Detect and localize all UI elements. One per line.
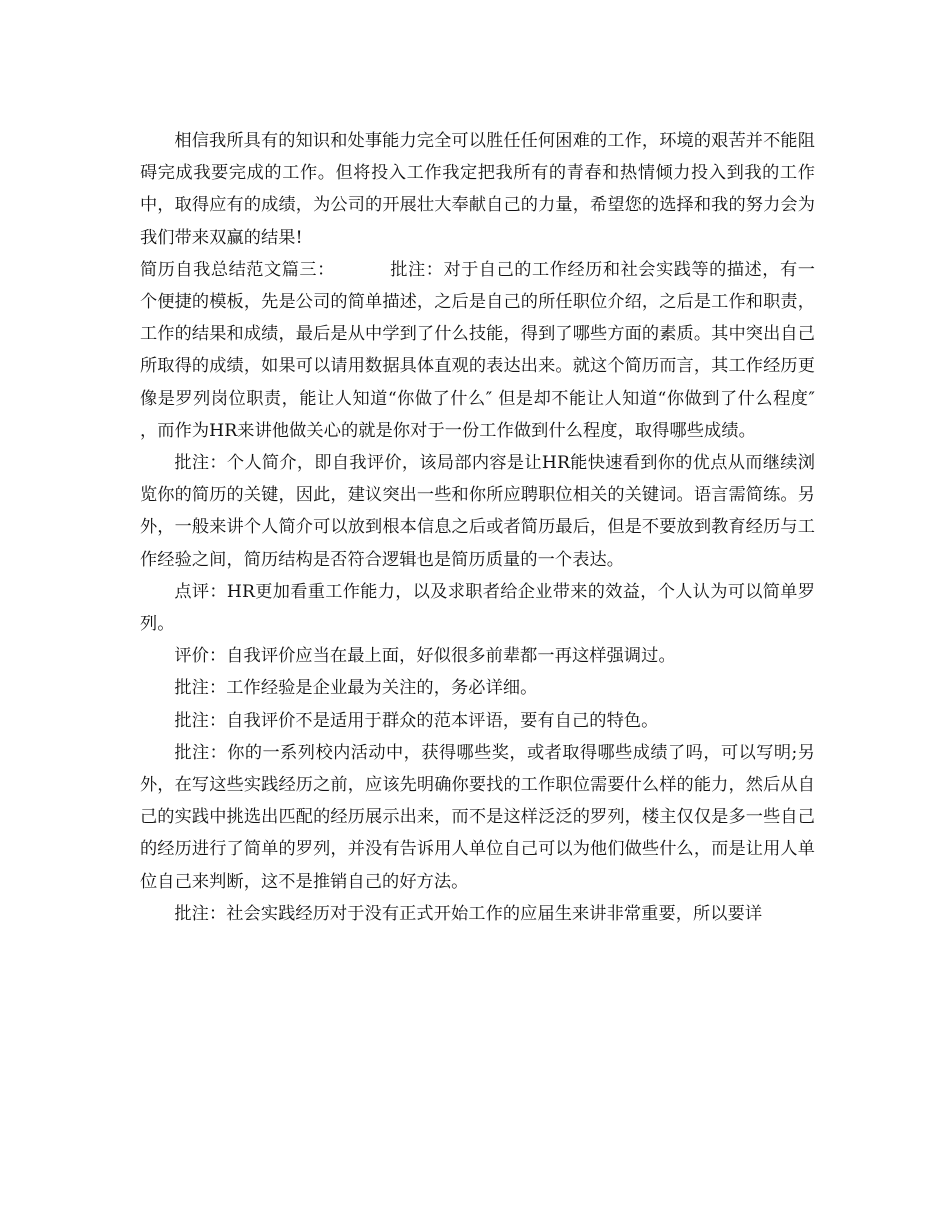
paragraph-2 [140,254,815,447]
paragraph-7: 批注：自我评价不是适用于群众的范本评语，要有自己的特色。 [174,710,659,731]
paragraph-9: 批注：社会实践经历对于没有正式开始工作的应届生来讲非常重要，所以要详 [174,903,763,924]
paragraph-8: 批注：你的一系列校内活动中，获得哪些奖，或者取得哪些成绩了吗，可以写明;另外，在写这些实践经历之前，应该先明确你要找的工作职位需要什么样的能力，然后从自己的实践中挑选出匹配的经历展示出来，而不是这样泛泛的罗列，楼主仅仅是多一些自己的经历进行了简单的罗列，并没有告诉用人单位自己可以为他们做些什么，而是让用人单位自己来判断，这不是推销自己的好方法。 [140,742,815,892]
paragraph-1: 相信我所具有的知识和处事能力完全可以胜任任何困难的工作，环境的艰苦并不能阻碍完成我要完成的工作。但将投入工作我定把我所有的青春和热情倾力投入到我的工作中，取得应有的成绩，为公司的开展壮大奉献自己的力量，希望您的选择和我的努力会为我们带来双赢的结果! [140,131,815,248]
paragraph-5: 评价：自我评价应当在最上面，好似很多前辈都一再这样强调过。 [174,646,676,667]
paragraph-4: 点评：HR更加看重工作能力，以及求职者给企业带来的效益，个人认为可以简单罗列。 [140,581,815,635]
paragraph-3: 批注：个人简介，即自我评价，该局部内容是让HR能快速看到你的优点从而继续浏览你的简历的关键，因此，建议突出一些和你所应聘职位相关的关键词。语言需简练。另外，一般来讲个人简介可以放到根本信息之后或者简历最后，但是不要放到教育经历与工作经验之间，简历结构是否符合逻辑也是简历质量的一个表达。 [140,453,815,570]
paragraph-2-text: 批注：对于自己的工作经历和社会实践等的描述，有一个便捷的模板，先是公司的简单描述，之后是自己的所任职位介绍，之后是工作和职责，工作的结果和成绩，最后是从中学到了什么技能，得到了哪些方面的素质。其中突出自己所取得的成绩，如果可以请用数据具体直观的表达出来。就这个简历而言，其工作经历更像是罗列岗位职责，能让人知道“你做了什么″ 但是却不能让人知道“你做到了什么程度″ ，而作为HR来讲他做关心的就是你对于一份工作做到什么程度，取得哪些成绩。 [140,259,815,441]
section-heading: 简历自我总结范文篇三： [140,259,335,280]
document-page [140,125,815,930]
paragraph-6: 批注：工作经验是企业最为关注的，务必详细。 [174,678,538,699]
